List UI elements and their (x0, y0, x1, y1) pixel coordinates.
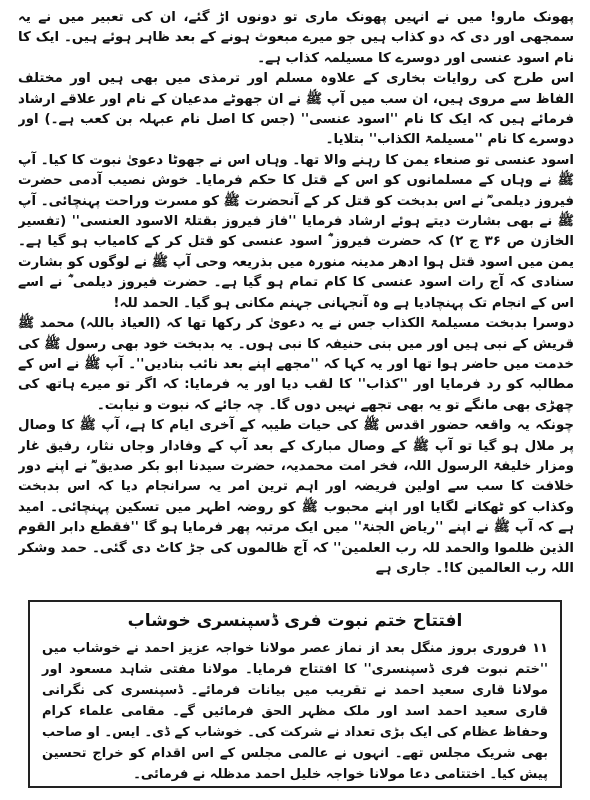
notice-body: ۱۱ فروری بروز منگل بعد از نماز عصر مولانا خواجہ عزیز احمد نے خوشاب میں ''ختم نبوت فری ڈسپنسری'' کا افتتاح فرمایا۔ مولانا مفتی شاہد مسعود اور مولانا قاری سعید احمد نے تقریب میں بیانات فرمائے۔ ڈسپنسری کی نگرانی قاری سعید احمد اسد اور ملک مظہر الحق فرمائیں گے۔ مقامی علماء کرام وحفاظ عظام کی ایک بڑی تعداد نے شرکت کی۔ خوشاب کے ڈی۔ ایس۔ او صاحب بھی شریک مجلس تھے۔ انہوں نے عالمی مجلس کے اس اقدام کو خراج تحسین پیش کیا۔ اختتامی دعا مولانا خواجہ خلیل احمد مدظلہ نے فرمائی۔ (42, 641, 548, 782)
article-paragraph: چونکہ یہ واقعہ حضور اقدس ﷺ کی حیات طیبہ کے آخری ایام کا ہے، آپ ﷺ کا وصال پر ملال ہو گیا تو آپ ﷺ کے وصال مبارک کے بعد آپ کے وفادار وجاں نثار، رفیق غار ومزار خلیفۃ الرسول اللہ، فخر امت محمدیہ، حضرت سیدنا ابو بکر صدیق ؓ نے اپنے دور خلافت کا سب سے اولین فریضہ اور اہم ترین امر یہ سرانجام دیا کہ اس بدبخت وکذاب کو ٹھکانے لگایا اور اپنے محبوب ﷺ کو روضہ اطہر میں تسکین پہنچائی۔ امید ہے کہ آپ ﷺ نے اپنے ''ریاض الجنۃ'' میں ایک مرتبہ پھر فرمایا ہو گا ''فقطع دابر القوم الذین ظلموا والحمد للہ رب العلمین'' کہ آج ظالموں کی جڑ کاٹ دی گئی۔ حمد وشکر اللہ رب العالمین کا!۔ جاری ہے (18, 418, 574, 576)
page (18, 8, 574, 792)
article-body (18, 8, 574, 590)
article-paragraph: پھونک مارو! میں نے انہیں پھونک ماری تو دونوں اڑ گئے، ان کی تعبیر میں نے یہ سمجھی اور دی کہ دو کذاب ہیں جو میرے مبعوث ہونے کے بعد ظاہر ہوئے ہیں۔ ایک کا نام اسود عنسی اور دوسرے کا مسیلمہ کذاب ہے۔ (18, 10, 574, 66)
article-paragraph: اس طرح کی روایات بخاری کے علاوہ مسلم اور ترمذی میں بھی ہیں اور مختلف الفاظ سے مروی ہیں، ان سب میں آپ ﷺ نے ان جھوٹے مدعیان کے نام اور علاقے ارشاد فرمائے ہیں کہ ایک کا نام ''اسود عنسی'' (جس کا اصل نام عبہلہ بن کعب ہے۔) اور دوسرے کا نام ''مسیلمۃ الکذاب'' بتلایا۔ (18, 71, 574, 148)
article-paragraph: دوسرا بدبخت مسیلمۃ الکذاب جس نے یہ دعویٰ کر رکھا تھا کہ (العیاذ باللہ) محمد ﷺ قریش کے نبی ہیں اور میں بنی حنیفہ کا نبی ہوں۔ یہ بدبخت خود بھی رسول ﷺ کی خدمت میں حاضر ہوا تھا اور یہ کہا کہ ''مجھے اپنے بعد نائب بنادیں''۔ آپ ﷺ نے اس کے مطالبہ کو رد فرمایا اور ''کذاب'' کا لقب دیا اور یہ فرمایا: کہ اگر تو میرے ہاتھ کی چھڑی بھی مانگے تو یہ بھی تجھے نہیں دوں گا۔ چہ جائے کہ نبوت و نیابت۔ (18, 316, 574, 413)
article-paragraph: اسود عنسی تو صنعاء یمن کا رہنے والا تھا۔ وہاں اس نے جھوٹا دعویٰ نبوت کا کیا۔ آپ ﷺ نے وہاں کے مسلمانوں کو اس کے قتل کا حکم فرمایا۔ خوش نصیب آدمی حضرت فیروز دیلمی ؓ نے اس بدبخت کو قتل کر کے آنحضرت ﷺ کو مسرت وراحت پہنچائی۔ آپ ﷺ نے بھی بشارت دیتے ہوئے ارشاد فرمایا ''فاز فیروز بقتلۃ الاسود العنسی'' (تفسیر الخازن ص ۳۶ ج ۲) کہ حضرت فیروز ؓ اسود عنسی کو قتل کر کے کامیاب ہو گیا ہے۔ یمن میں اسود قتل ہوا ادھر مدینہ منورہ میں بذریعہ وحی آپ ﷺ نے لوگوں کو بشارت سنادی کہ آج رات اسود عنسی کا کام تمام ہو گیا ہے۔ حضرت فیروز دیلمی ؓ نے اسے اس کے انجام تک پہنچادیا ہے وہ آنجہانی جہنم مکانی ہو گیا۔ الحمد للہ! (18, 152, 574, 311)
dispensary-notice-box (28, 600, 562, 788)
notice-title: افتتاح ختم نبوت فری ڈسپنسری خوشاب (127, 611, 463, 631)
